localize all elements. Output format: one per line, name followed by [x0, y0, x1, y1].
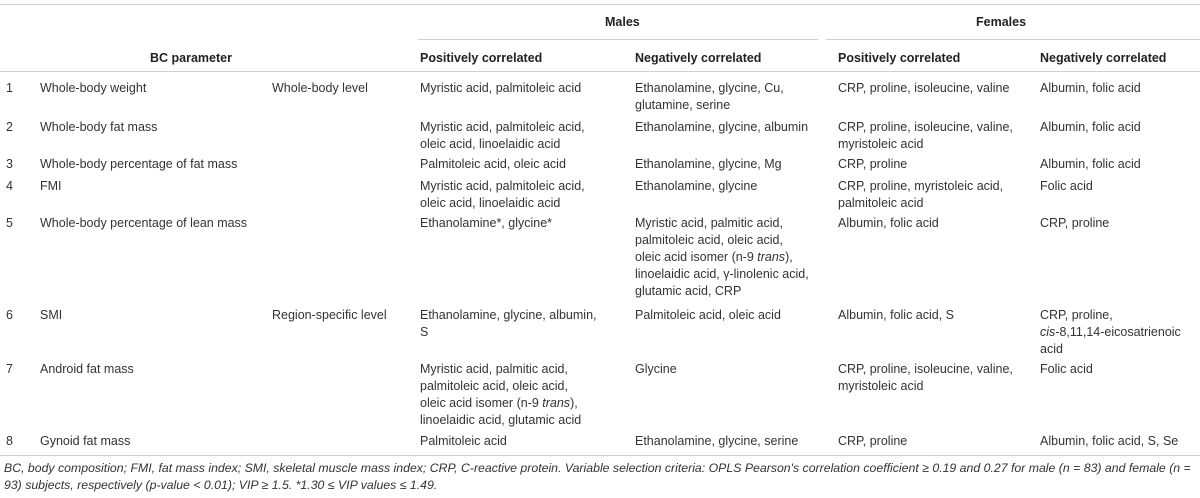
cell-line: Ethanolamine, glycine, Cu,	[635, 81, 784, 95]
table-top-rule	[0, 4, 1200, 5]
males-negative-cell	[635, 361, 677, 378]
females-negative-cell	[1040, 361, 1093, 378]
row-level: Region-specific level	[272, 308, 387, 322]
header-females: Females	[976, 15, 1027, 29]
cell-line: Ethanolamine, glycine, albumin,	[420, 308, 597, 322]
females-positive-cell	[838, 215, 939, 232]
cell-line: CRP, proline, isoleucine, valine,	[838, 362, 1013, 376]
females-negative-cell	[1040, 215, 1109, 232]
females-positive-cell	[838, 433, 907, 450]
header-bc-parameter: BC parameter	[150, 51, 232, 65]
row-number: 3	[6, 157, 13, 171]
cell-line: Ethanolamine, glycine	[635, 179, 758, 193]
row-number: 2	[6, 120, 13, 134]
cell-line: palmitoleic acid	[838, 196, 924, 210]
females-positive-cell	[838, 178, 1003, 212]
table-bottom-rule	[0, 455, 1200, 456]
cell-line: Ethanolamine, glycine, serine	[635, 434, 799, 448]
cell-line: oleic acid isomer (n-9 trans),	[420, 396, 578, 410]
cell-line: Palmitoleic acid, oleic acid	[635, 308, 781, 322]
cell-line: Myristic acid, palmitic acid,	[635, 216, 783, 230]
cell-line: CRP, proline, isoleucine, valine	[838, 81, 1010, 95]
females-negative-cell	[1040, 178, 1093, 195]
cell-line: oleic acid isomer (n-9 trans),	[635, 250, 793, 264]
cell-line: S	[420, 325, 429, 339]
row-number: 1	[6, 81, 13, 95]
cell-line: Albumin, folic acid, S, Se	[1040, 434, 1179, 448]
header-bottom-rule	[0, 71, 1200, 72]
cell-line: Myristic acid, palmitoleic acid,	[420, 179, 585, 193]
cell-line: glutamine, serine	[635, 98, 731, 112]
males-negative-cell	[635, 433, 798, 450]
cell-line: cis-8,11,14-eicosatrienoic	[1040, 325, 1181, 339]
header-females-negative: Negatively correlated	[1040, 51, 1167, 65]
row-level: Whole-body level	[272, 81, 368, 95]
cell-line: Myristic acid, palmitic acid,	[420, 362, 568, 376]
cell-line: Albumin, folic acid	[1040, 81, 1141, 95]
row-number: 6	[6, 308, 13, 322]
cell-line: Glycine	[635, 362, 677, 376]
cell-line: myristoleic acid	[838, 137, 924, 151]
row-parameter: Gynoid fat mass	[40, 434, 131, 448]
males-negative-cell	[635, 156, 782, 173]
males-positive-cell	[420, 156, 566, 173]
cell-line: oleic acid, linoelaidic acid	[420, 196, 561, 210]
males-positive-cell	[420, 119, 585, 153]
row-number: 4	[6, 179, 13, 193]
males-positive-cell	[420, 80, 581, 97]
cell-line: CRP, proline, isoleucine, valine,	[838, 120, 1013, 134]
females-negative-cell	[1040, 307, 1181, 358]
cell-line: Folic acid	[1040, 362, 1093, 376]
row-number: 8	[6, 434, 13, 448]
females-group-rule	[826, 39, 1200, 40]
row-parameter: FMI	[40, 179, 62, 193]
cell-line: Myristic acid, palmitoleic acid	[420, 81, 582, 95]
cell-line: Ethanolamine, glycine, Mg	[635, 157, 782, 171]
cell-line: CRP, proline	[1040, 216, 1110, 230]
cell-line: myristoleic acid	[838, 379, 924, 393]
cell-line: palmitoleic acid, oleic acid,	[635, 233, 783, 247]
cell-line: CRP, proline	[838, 434, 908, 448]
cell-line: Myristic acid, palmitoleic acid,	[420, 120, 585, 134]
females-negative-cell	[1040, 80, 1141, 97]
males-positive-cell	[420, 361, 581, 429]
cell-line: linoelaidic acid, glutamic acid	[420, 413, 582, 427]
cell-line: Albumin, folic acid	[1040, 157, 1141, 171]
cell-line: Ethanolamine, glycine, albumin	[635, 120, 809, 134]
header-males: Males	[605, 15, 640, 29]
row-parameter: Whole-body fat mass	[40, 120, 158, 134]
males-positive-cell	[420, 178, 585, 212]
cell-line: linoelaidic acid, γ-linolenic acid,	[635, 267, 809, 281]
cell-line: oleic acid, linoelaidic acid	[420, 137, 561, 151]
males-negative-cell	[635, 80, 784, 114]
row-parameter: Android fat mass	[40, 362, 134, 376]
females-positive-cell	[838, 119, 1013, 153]
males-positive-cell	[420, 307, 597, 341]
row-parameter: Whole-body weight	[40, 81, 147, 95]
females-negative-cell	[1040, 119, 1141, 136]
females-positive-cell	[838, 361, 1013, 395]
cell-line: CRP, proline	[838, 157, 908, 171]
females-negative-cell	[1040, 433, 1178, 450]
cell-line: CRP, proline, myristoleic acid,	[838, 179, 1004, 193]
cell-line: Albumin, folic acid	[1040, 120, 1141, 134]
row-parameter: Whole-body percentage of fat mass	[40, 157, 238, 171]
females-positive-cell	[838, 307, 954, 324]
cell-line: Palmitoleic acid, oleic acid	[420, 157, 566, 171]
cell-line: acid	[1040, 342, 1063, 356]
males-positive-cell	[420, 215, 552, 232]
row-parameter: Whole-body percentage of lean mass	[40, 216, 248, 230]
males-negative-cell	[635, 215, 809, 300]
cell-line: Ethanolamine*, glycine*	[420, 216, 553, 230]
cell-line: CRP, proline,	[1040, 308, 1113, 322]
females-positive-cell	[838, 156, 907, 173]
cell-line: palmitoleic acid, oleic acid,	[420, 379, 568, 393]
header-males-positive: Positively correlated	[420, 51, 543, 65]
cell-line: Palmitoleic acid	[420, 434, 507, 448]
females-negative-cell	[1040, 156, 1141, 173]
males-negative-cell	[635, 178, 757, 195]
header-males-negative: Negatively correlated	[635, 51, 762, 65]
row-parameter: SMI	[40, 308, 63, 322]
cell-line: Albumin, folic acid	[838, 216, 939, 230]
row-number: 7	[6, 362, 13, 376]
males-group-rule	[418, 39, 818, 40]
males-positive-cell	[420, 433, 507, 450]
males-negative-cell	[635, 119, 808, 136]
table-footnote: BC, body composition; FMI, fat mass index; SMI, skeletal muscle mass index; CRP, C-reactive protein. Variable selection criteria: OPLS Pearson's correlation coefficient ≥ 0.19 and 0.27 for male (n = 83) and female (n = 93) subjects, respectively (p-value < 0.01); VIP ≥ 1.5. *1.30 ≤ VIP values ≤ 1.49.	[4, 461, 1191, 492]
header-females-positive: Positively correlated	[838, 51, 961, 65]
cell-line: Albumin, folic acid, S	[838, 308, 955, 322]
males-negative-cell	[635, 307, 781, 324]
cell-line: Folic acid	[1040, 179, 1093, 193]
females-positive-cell	[838, 80, 1009, 97]
row-number: 5	[6, 216, 13, 230]
cell-line: glutamic acid, CRP	[635, 284, 742, 298]
